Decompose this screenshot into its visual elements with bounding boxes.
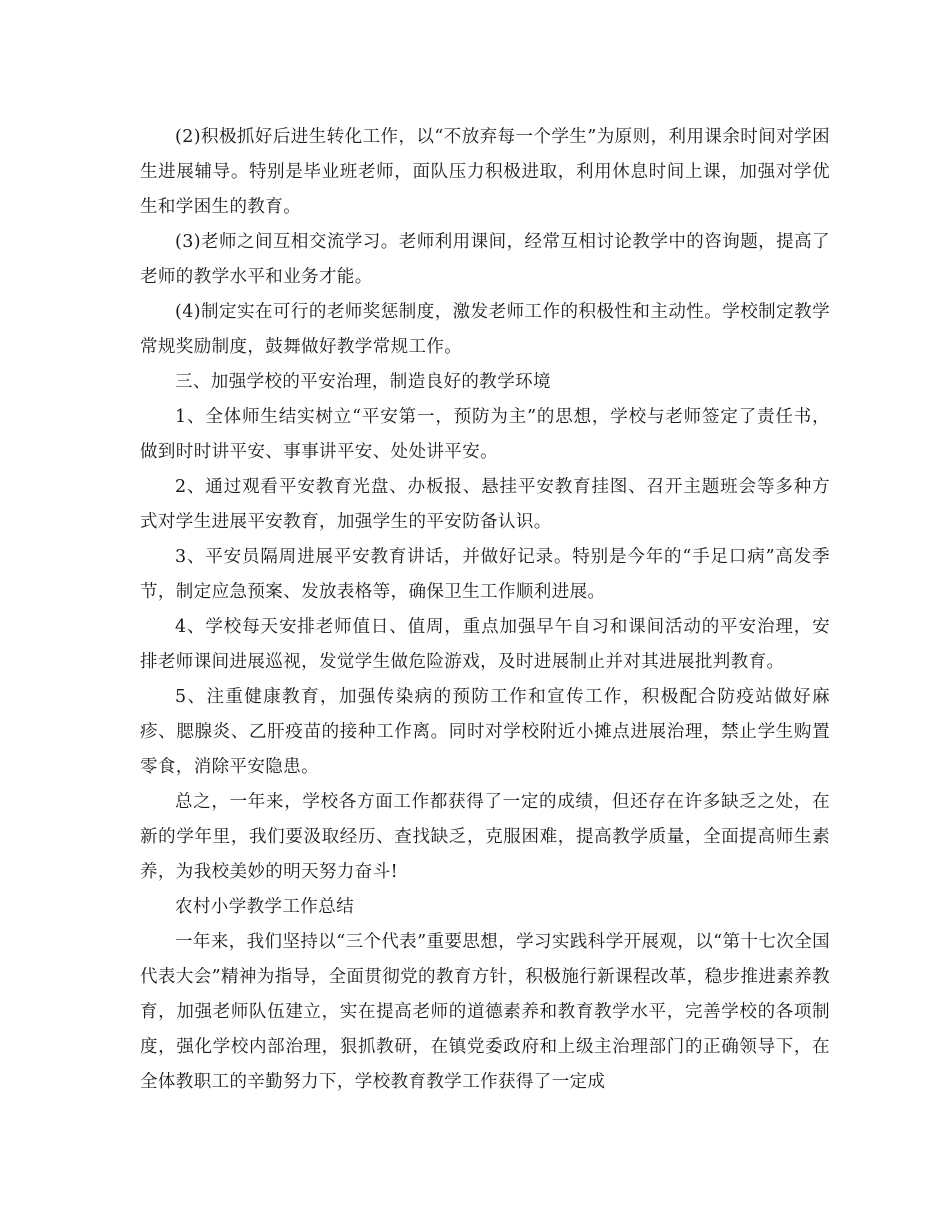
paragraph-safety-1: 1、全体师生结实树立“平安第一，预防为主”的思想，学校与老师签定了责任书，做到时时讲平安、事事讲平安、处处讲平安。	[140, 407, 830, 462]
paragraph-item-2: (2)积极抓好后进生转化工作，以“不放弃每一个学生”为原则，利用课余时间对学困生进展辅导。特别是毕业班老师，面队压力积极进取，利用休息时间上课，加强对学优生和学困生的教育。	[140, 127, 830, 217]
document-title: 农村小学教学工作总结	[175, 897, 354, 917]
paragraph-item-3: (3)老师之间互相交流学习。老师利用课间，经常互相讨论教学中的咨询题，提高了老师的教学水平和业务才能。	[140, 232, 830, 287]
document-body	[140, 120, 830, 1100]
paragraph-safety-2: 2、通过观看平安教育光盘、办板报、悬挂平安教育挂图、召开主题班会等多种方式对学生进展平安教育，加强学生的平安防备认识。	[140, 477, 830, 532]
paragraph-summary: 总之，一年来，学校各方面工作都获得了一定的成绩，但还存在许多缺乏之处，在新的学年里，我们要汲取经历、查找缺乏，克服困难，提高教学质量，全面提高师生素养，为我校美妙的明天努力奋斗!	[140, 792, 830, 882]
paragraph-safety-3: 3、平安员隔周进展平安教育讲话，并做好记录。特别是今年的“手足口病”高发季节，制定应急预案、发放表格等，确保卫生工作顺利进展。	[140, 547, 830, 602]
section-heading-safety: 三、加强学校的平安治理，制造良好的教学环境	[175, 372, 551, 392]
paragraph-item-4: (4)制定实在可行的老师奖惩制度，激发老师工作的积极性和主动性。学校制定教学常规奖励制度，鼓舞做好教学常规工作。	[140, 302, 830, 357]
paragraph-intro: 一年来，我们坚持以“三个代表”重要思想，学习实践科学开展观，以“第十七次全国代表大会”精神为指导，全面贯彻党的教育方针，积极施行新课程改革，稳步推进素养教育，加强老师队伍建立，实在提高老师的道德素养和教育教学水平，完善学校的各项制度，强化学校内部治理，狠抓教研，在镇党委政府和上级主治理部门的正确领导下，在全体教职工的辛勤努力下，学校教育教学工作获得了一定成	[140, 932, 830, 1092]
paragraph-safety-4: 4、学校每天安排老师值日、值周，重点加强早午自习和课间活动的平安治理，安排老师课间进展巡视，发觉学生做危险游戏，及时进展制止并对其进展批判教育。	[140, 617, 830, 672]
paragraph-safety-5: 5、注重健康教育，加强传染病的预防工作和宣传工作，积极配合防疫站做好麻疹、腮腺炎、乙肝疫苗的接种工作离。同时对学校附近小摊点进展治理，禁止学生购置零食，消除平安隐患。	[140, 687, 830, 777]
